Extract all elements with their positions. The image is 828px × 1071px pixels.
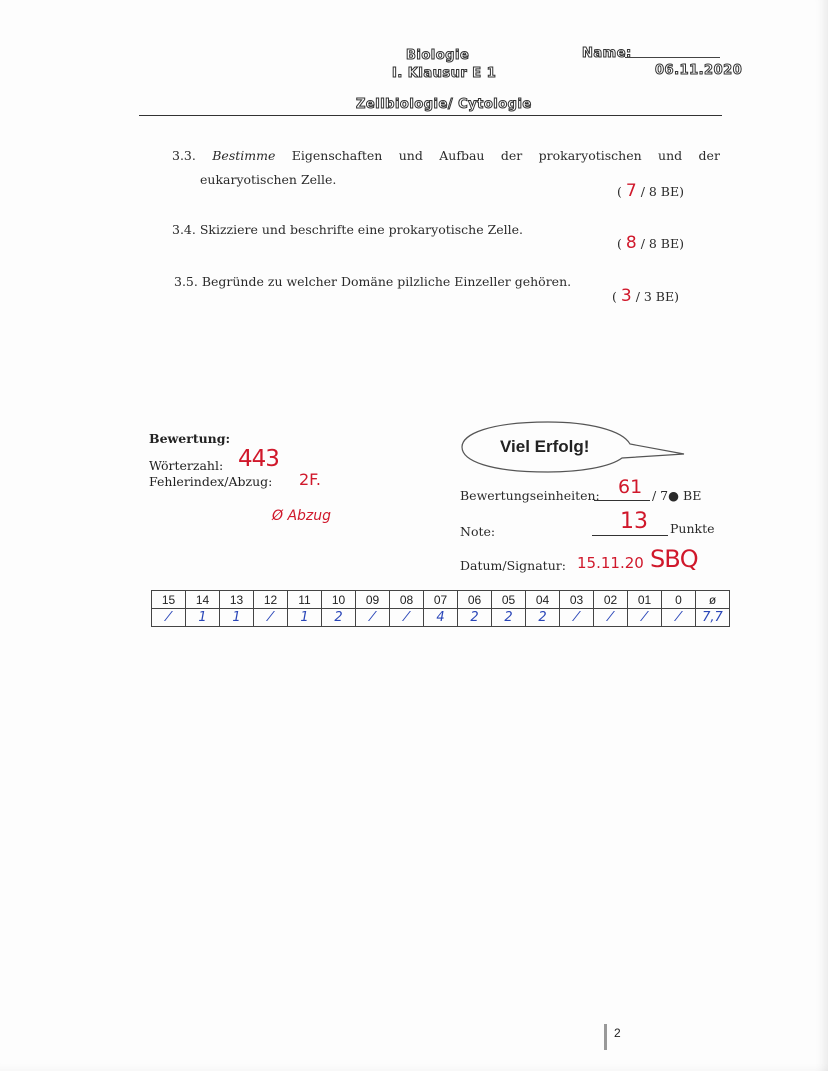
name-line [625,57,720,58]
bewertung-title: Bewertung: [149,431,231,446]
note-line [592,535,668,536]
be-label: Bewertungseinheiten: [460,488,600,503]
page-number-bar [604,1024,607,1050]
task-word: Bestimme [212,148,276,163]
subject-title: Biologie [406,48,470,63]
grade-value-cell: ⁄ [560,609,594,627]
task-word: prokaryotischen [538,148,642,163]
score-open: ( [612,289,617,304]
abzug-note: Ø Abzug [272,508,332,524]
score-max: / 8 BE) [640,184,684,199]
task-word: Eigenschaften [291,148,383,163]
grade-header-cell: 14 [186,591,220,609]
grade-value-cell: 2 [492,609,526,627]
grade-value-cell: ⁄ [356,609,390,627]
word-count-label: Wörterzahl: [149,458,224,473]
grade-header-cell: 02 [594,591,628,609]
speech-bubble-text: Viel Erfolg! [500,437,590,456]
task-word: Aufbau [439,148,485,163]
grade-header-cell: 11 [288,591,322,609]
grade-header-cell: 09 [356,591,390,609]
grade-value-cell: ⁄ [594,609,628,627]
note-label: Note: [460,524,496,539]
grade-header-cell: 12 [254,591,288,609]
score-handwritten: 7 [625,181,637,201]
task-word: der [698,148,720,163]
grade-header-cell: 08 [390,591,424,609]
header-divider [139,115,722,116]
error-index-value: 2F. [299,470,321,489]
grade-value-cell: ⁄ [254,609,288,627]
grade-value-cell: ⁄ [628,609,662,627]
score-open: ( [617,184,622,199]
punkte-label: Punkte [670,521,715,536]
note-value: 13 [620,509,648,534]
name-label: Name: [582,46,632,61]
score-max: / 3 BE) [635,289,679,304]
score-max: / 8 BE) [640,236,684,251]
grade-value-row [152,609,730,627]
exam-title: I. Klausur E 1 [392,66,497,81]
grade-header-cell: 0 [662,591,696,609]
task-3-3-score [617,181,684,201]
task-word: und [658,148,683,163]
grade-distribution-table [151,590,730,627]
task-word: der [500,148,523,163]
grade-header-cell: 03 [560,591,594,609]
score-open: ( [617,236,622,251]
task-3-3-line1 [172,148,720,163]
task-3-5-text: 3.5. Begründe zu welcher Domäne pilzliche Einzeller gehören. [174,274,572,289]
grade-header-cell: 10 [322,591,356,609]
score-handwritten: 8 [625,233,637,253]
grade-header-cell: 05 [492,591,526,609]
grade-header-cell: 01 [628,591,662,609]
task-3-5-score [612,286,679,306]
grade-header-row [152,591,730,609]
grade-value-cell: 2 [526,609,560,627]
be-value: 61 [618,476,643,498]
grade-value-cell: 2 [322,609,356,627]
grade-value-cell: ⁄ [662,609,696,627]
signature: SBQ [650,545,698,573]
grade-header-cell: 13 [220,591,254,609]
datum-label: Datum/Signatur: [460,558,566,573]
task-3-3-line2: eukaryotischen Zelle. [200,172,337,187]
be-max: / 7● BE [652,488,702,503]
grade-value-cell: 7,7 [696,609,730,627]
grade-value-cell: 1 [220,609,254,627]
grade-header-cell: 06 [458,591,492,609]
score-handwritten: 3 [620,286,632,306]
be-line [594,500,650,501]
grade-header-cell: 04 [526,591,560,609]
task-3-4-score [617,233,684,253]
grade-header-cell: ø [696,591,730,609]
error-index-label: Fehlerindex/Abzug: [149,474,273,489]
task-word: 3.3. [172,148,196,163]
word-count-value: 443 [238,446,279,472]
task-word: und [398,148,423,163]
datum-value: 15.11.20 [577,554,644,572]
grade-value-cell: ⁄ [390,609,424,627]
page-number: 2 [614,1026,621,1040]
grade-header-cell: 07 [424,591,458,609]
grade-value-cell: 1 [288,609,322,627]
grade-header-cell: 15 [152,591,186,609]
grade-value-cell: 1 [186,609,220,627]
exam-date: 06.11.2020 [655,63,743,78]
task-3-4-text: 3.4. Skizziere und beschrifte eine prokaryotische Zelle. [172,222,524,237]
grade-value-cell: ⁄ [152,609,186,627]
grade-value-cell: 2 [458,609,492,627]
topic-title: Zellbiologie/ Cytologie [356,97,532,112]
grade-value-cell: 4 [424,609,458,627]
